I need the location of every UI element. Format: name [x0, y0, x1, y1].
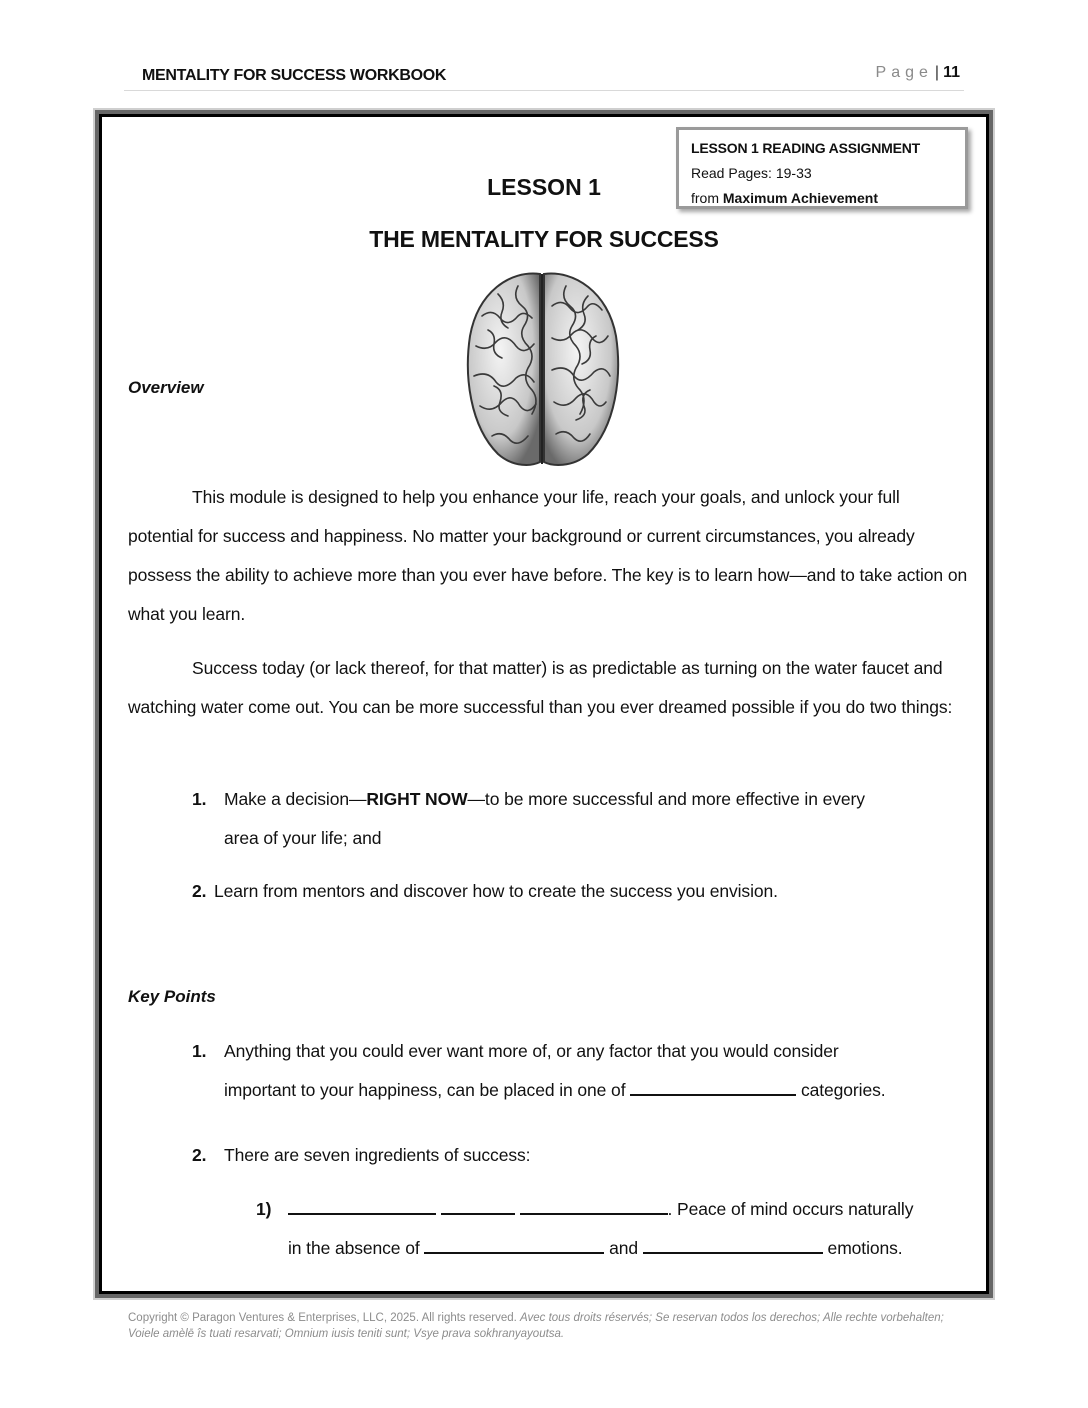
key-points-heading: Key Points — [128, 987, 216, 1006]
brain-illustration-icon — [458, 266, 626, 472]
ingredient-line2-mid: and — [604, 1238, 643, 1258]
fill-in-blank[interactable] — [630, 1080, 796, 1096]
page-number: 11 — [943, 64, 960, 81]
copyright-text: Copyright © Paragon Ventures & Enterprises, LLC, 2025. All rights reserved. — [128, 1312, 521, 1324]
item-text-pre: Make a decision— — [224, 789, 367, 809]
list-number: 1) — [256, 1199, 272, 1219]
page-indicator — [876, 64, 960, 82]
overview-heading: Overview — [128, 378, 204, 397]
ingredient-line2-post: emotions. — [822, 1238, 903, 1258]
list-number: 1. — [192, 1041, 207, 1061]
lesson-number: LESSON 1 — [487, 174, 601, 200]
fill-in-blank[interactable] — [288, 1199, 436, 1215]
fill-in-blank[interactable] — [643, 1238, 823, 1254]
ingredient-item — [256, 1190, 966, 1268]
list-number: 1. — [192, 789, 207, 809]
page-label: Page — [875, 64, 933, 81]
assignment-title: LESSON 1 READING ASSIGNMENT — [691, 140, 920, 156]
workbook-title: MENTALITY FOR SUCCESS WORKBOOK — [142, 67, 447, 84]
overview-paragraph-1 — [128, 478, 968, 634]
key-point-item — [192, 1136, 962, 1175]
ingredient-line2-pre: in the absence of — [288, 1238, 425, 1258]
key-point-item — [192, 1032, 967, 1110]
page-header — [124, 62, 964, 91]
copyright-translations: Avec tous droits réservés; Se reservan todos los derechos; Alle rechte vorbehalten; Voiele amèlē îs tuati resarvati; Omnium iusis teniti sunt; Vsye prava sokhranyayoutsa. — [128, 1312, 944, 1340]
key-point-line2-post: categories. — [796, 1080, 886, 1100]
copyright-notice — [128, 1310, 958, 1342]
assignment-pages: Read Pages: 19-33 — [691, 165, 812, 181]
fill-in-blank[interactable] — [520, 1199, 668, 1215]
assignment-book-title: Maximum Achievement — [722, 190, 878, 206]
overview-paragraph-2-text: Success today (or lack thereof, for that matter) is as predictable as turning on the water faucet and watching water come out. You can be more successful than you ever dreamed possible if you do two things: — [128, 658, 953, 717]
key-point-line2-pre: important to your happiness, can be placed in one of — [224, 1080, 631, 1100]
fill-in-blank[interactable] — [441, 1199, 515, 1215]
page-separator: | — [934, 64, 940, 81]
list-number: 2. — [192, 881, 207, 901]
item-text-line2: area of your life; and — [224, 828, 382, 848]
ingredient-line1-post: . Peace of mind occurs naturally — [667, 1199, 914, 1219]
list-number: 2. — [192, 1145, 207, 1165]
overview-paragraph-1-text: This module is designed to help you enhance your life, reach your goals, and unlock your full potential for success and happiness. No matter your background or current circumstances, you already possess the ability to achieve more than you ever have before. The key is to learn how—and to take action on what you learn. — [128, 487, 968, 624]
overview-list-item — [192, 780, 962, 858]
overview-list-item — [192, 872, 962, 911]
item-text: Learn from mentors and discover how to create the success you envision. — [214, 881, 778, 901]
key-point-line1: Anything that you could ever want more of, or any factor that you would consider — [224, 1041, 839, 1061]
fill-in-blank[interactable] — [424, 1238, 604, 1254]
item-text-emphasis: RIGHT NOW — [366, 789, 468, 809]
assignment-from-prefix: from — [691, 190, 723, 206]
item-text-post: —to be more successful and more effective in every — [467, 789, 865, 809]
key-point-text: There are seven ingredients of success: — [224, 1145, 531, 1165]
lesson-title: THE MENTALITY FOR SUCCESS — [369, 226, 719, 252]
overview-paragraph-2 — [128, 649, 968, 727]
